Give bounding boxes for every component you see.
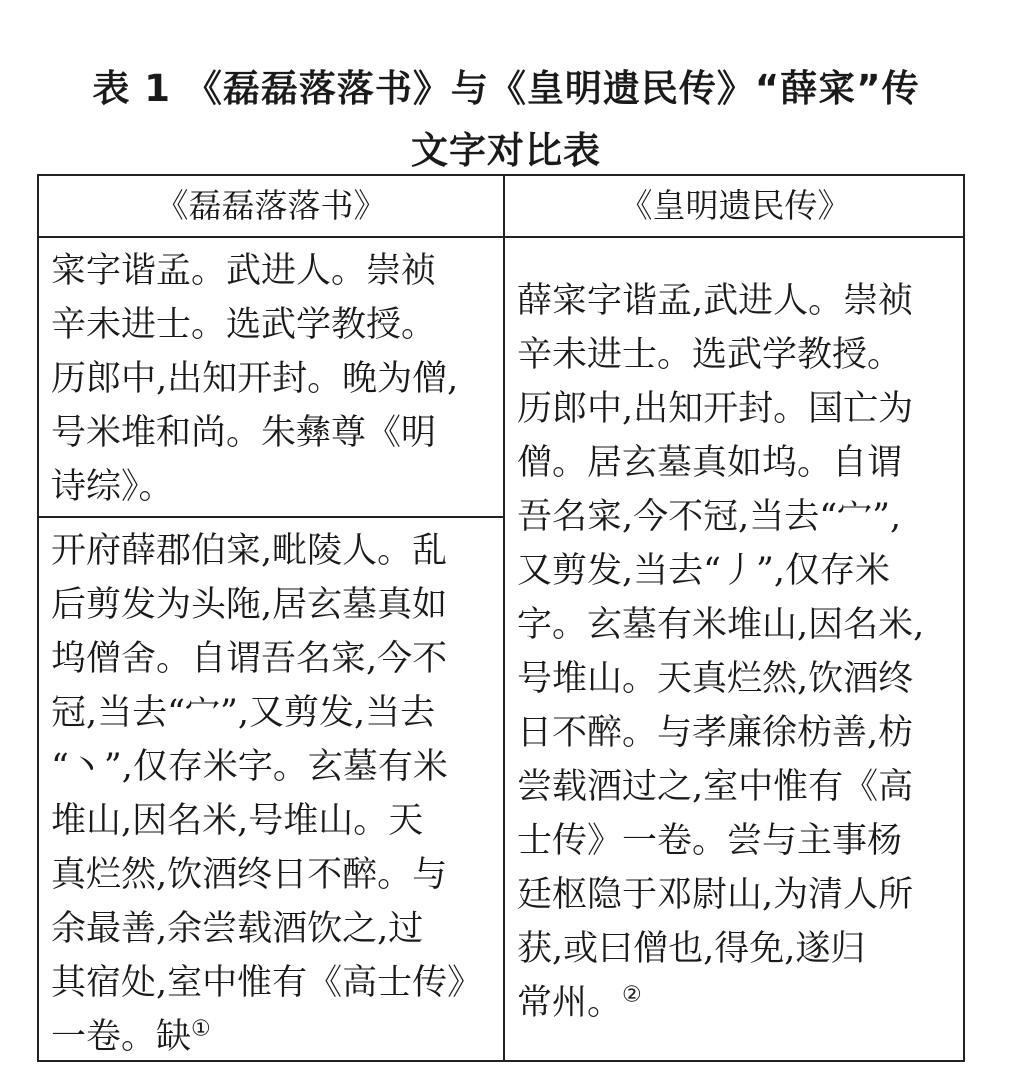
text-line: 历郎中,出知开封。晚为僧, [51,359,459,399]
text-line: 获,或曰僧也,得免,遂归 [517,929,866,969]
table-title-line-2: 文字对比表 [411,129,601,172]
text-line: 僧。居玄墓真如坞。自谓 [517,443,903,483]
text-line: 常州。 [517,983,623,1023]
text-line: 辛未进士。选武学教授。 [51,305,437,345]
text-line: 辛未进士。选武学教授。 [517,335,903,375]
text-line: 开府薛郡伯寀,毗陵人。乱 [51,531,448,571]
text-line: 真烂然,饮酒终日不醉。与 [51,855,448,895]
table-title-line-1: 表 1 《磊磊落落书》与《皇明遗民传》“薛寀”传 [92,67,920,110]
text-line: 寀字谐孟。武进人。崇祯 [51,251,437,291]
left-top-cell [51,244,458,514]
text-line: 后剪发为头陁,居玄墓真如 [51,585,448,625]
column-divider [503,176,505,1060]
text-line: 历郎中,出知开封。国亡为 [517,389,914,429]
text-line: 廷枢隐于邓尉山,为清人所 [517,875,914,915]
left-row-divider [39,516,503,518]
footnote-marker: ① [191,1016,211,1042]
text-line: 字。玄墓有米堆山,因名米, [517,605,925,645]
text-line: 日不醉。与孝廉徐枋善,枋 [517,713,914,753]
left-bottom-cell [51,524,482,1064]
text-line: 诗综》。 [51,467,174,507]
footnote-marker: ② [622,982,642,1008]
text-line: 士传》一卷。尝与主事杨 [517,821,903,861]
text-line: 余最善,余尝载酒饮之,过 [51,909,424,949]
text-line: 又剪发,当去“丿”,仅存米 [517,551,891,591]
text-line: 吾名寀,今不冠,当去“宀”, [517,497,902,537]
text-line: “丶”,仅存米字。玄墓有米 [51,747,448,787]
header-lei-lei-luo-luo-shu: 《磊磊落落书》 [155,186,387,225]
right-cell [517,274,924,1030]
header-huang-ming-yi-min-zhuan: 《皇明遗民传》 [619,186,851,225]
text-line: 冠,当去“宀”,又剪发,当去 [51,693,436,733]
text-line: 号米堆和尚。朱彝尊《明 [51,413,437,453]
text-line: 薛寀字谐孟,武进人。崇祯 [517,281,914,321]
text-line-with-note [51,1010,482,1064]
text-line: 其宿处,室中惟有《高士传》 [51,963,483,1003]
comparison-table [37,174,965,1062]
text-line-with-note [517,976,924,1030]
text-line: 一卷。缺 [51,1017,192,1057]
header-divider [39,236,963,238]
text-line: 坞僧舍。自谓吾名寀,今不 [51,639,448,679]
text-line: 堆山,因名米,号堆山。天 [51,801,424,841]
text-line: 号堆山。天真烂然,饮酒终 [517,659,914,699]
text-line: 尝载酒过之,室中惟有《高 [517,767,914,807]
